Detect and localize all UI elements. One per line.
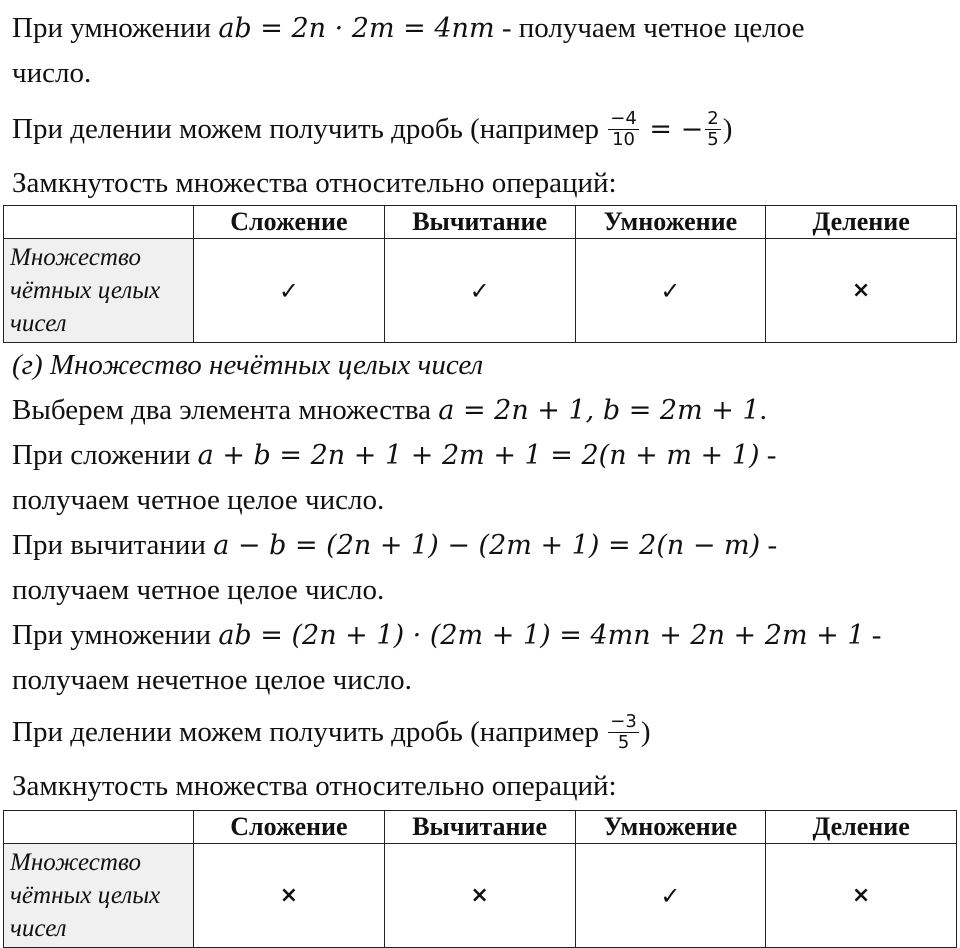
cross-icon: × — [194, 844, 385, 948]
table-header-subtraction: Вычитание — [384, 811, 575, 844]
text-line — [12, 662, 412, 698]
formula: ab = 2n · 2m = 4nm — [218, 13, 495, 44]
cross-icon: × — [766, 844, 957, 948]
text-line — [12, 527, 777, 564]
table-header-row — [4, 206, 957, 239]
table-row-label: Множество чётных целых чисел — [4, 239, 194, 343]
text: - получаем четное целое — [494, 12, 805, 44]
text: получаем нечетное целое число. — [12, 664, 412, 696]
table-header-multiplication: Умножение — [575, 206, 766, 239]
text: получаем четное целое число. — [12, 574, 385, 606]
fraction-denominator: 10 — [612, 129, 635, 150]
fraction-denominator: 5 — [617, 732, 630, 753]
cross-icon: × — [384, 844, 575, 948]
text: - — [759, 439, 777, 471]
table-header-subtraction: Вычитание — [384, 206, 575, 239]
table-header-addition: Сложение — [194, 206, 385, 239]
table-header-addition: Сложение — [194, 811, 385, 844]
closure-table-even — [3, 205, 957, 343]
text: При делении можем получить дробь (например — [12, 716, 607, 749]
text-line — [12, 55, 91, 91]
check-icon: ✓ — [194, 239, 385, 343]
text-line — [12, 572, 384, 608]
fraction-denominator: 5 — [707, 129, 719, 150]
text-line-closure-heading — [12, 165, 617, 201]
text: При умножении — [12, 12, 219, 44]
fraction — [608, 712, 639, 753]
fraction-numerator: 2 — [707, 108, 719, 129]
text: Замкнутость множества относительно операций: — [12, 770, 617, 802]
text: При умножении — [12, 619, 219, 651]
text: - — [864, 619, 882, 651]
text: При делении можем получить дробь (например — [12, 113, 607, 146]
table-header-row — [4, 811, 957, 844]
text-line — [12, 711, 651, 755]
text: (г) Множество нечётных целых чисел — [12, 349, 484, 381]
check-icon: ✓ — [575, 239, 766, 343]
text: . — [759, 394, 767, 426]
formula: a − b = (2n + 1) − (2m + 1) = 2(n − m) — [213, 530, 761, 561]
table-corner-cell — [4, 206, 194, 239]
text: При сложении — [12, 439, 198, 471]
table-row-label: Множество чётных целых чисел — [4, 844, 194, 948]
table-row — [4, 844, 957, 948]
table-header-multiplication: Умножение — [575, 811, 766, 844]
text-line-division-even — [12, 108, 733, 152]
text-line — [12, 392, 767, 429]
text-line-closure-heading — [12, 768, 617, 804]
fraction — [705, 109, 720, 150]
formula: a + b = 2n + 1 + 2m + 1 = 2(n + m + 1) — [197, 440, 760, 471]
section-title — [12, 347, 483, 383]
text: При вычитании — [12, 529, 214, 561]
text-line — [12, 617, 881, 654]
fraction — [608, 109, 639, 150]
check-icon: ✓ — [384, 239, 575, 343]
text-line — [12, 437, 776, 474]
fraction-numerator: −3 — [610, 711, 637, 732]
formula: ab = (2n + 1) · (2m + 1) = 4mn + 2n + 2m + 1 — [218, 620, 865, 651]
table-header-division: Деление — [766, 206, 957, 239]
text-line — [12, 482, 384, 518]
text: получаем четное целое число. — [12, 484, 385, 516]
formula: a = 2n + 1, b = 2m + 1 — [438, 395, 760, 426]
table-header-division: Деление — [766, 811, 957, 844]
text-line-multiplication-even — [12, 10, 804, 47]
text: - — [760, 529, 778, 561]
text: Выберем два элемента множества — [12, 394, 439, 426]
text: число. — [12, 57, 92, 89]
check-icon: ✓ — [575, 844, 766, 948]
text: Замкнутость множества относительно операций: — [12, 167, 617, 199]
text: ) — [722, 113, 733, 146]
cross-icon: × — [766, 239, 957, 343]
formula: = − — [640, 114, 704, 146]
text: ) — [640, 716, 651, 749]
table-row — [4, 239, 957, 343]
closure-table-odd — [3, 810, 957, 948]
table-corner-cell — [4, 811, 194, 844]
fraction-numerator: −4 — [610, 108, 637, 129]
